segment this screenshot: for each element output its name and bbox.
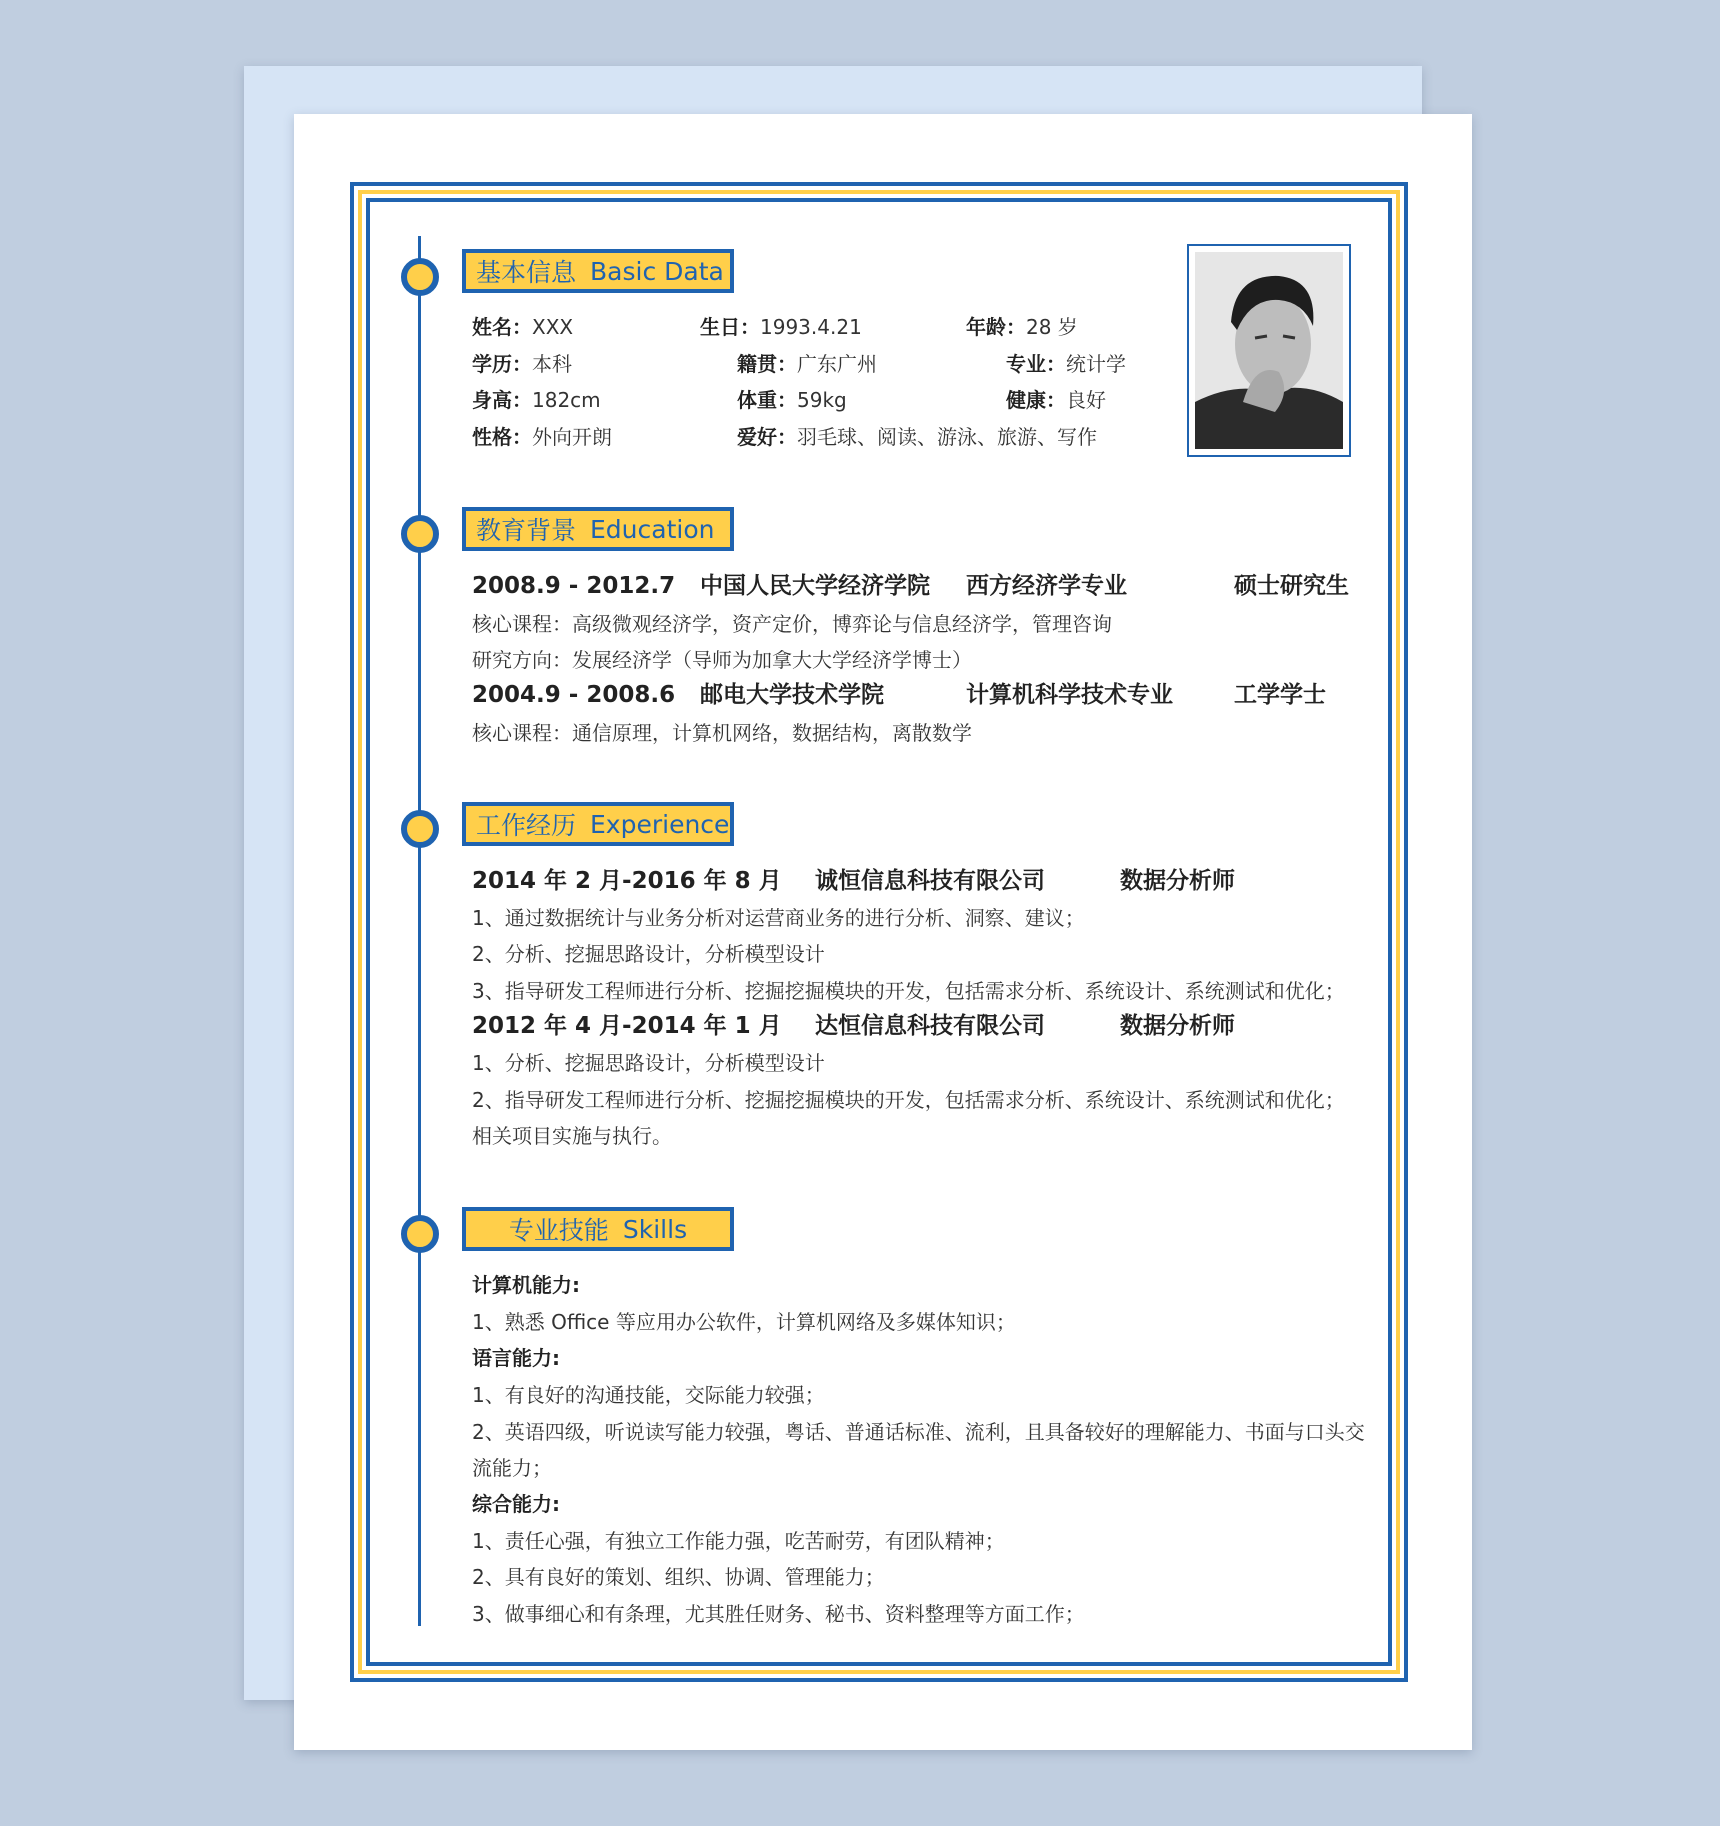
skill-line: 3、做事细心和有条理，尤其胜任财务、秘书、资料整理等方面工作； <box>472 1602 1085 1626</box>
skill-line: 1、熟悉 Office 等应用办公软件，计算机网络及多媒体知识； <box>472 1310 1016 1334</box>
field-hobby: 爱好：羽毛球、阅读、游泳、旅游、写作 <box>737 425 1097 449</box>
resume-page <box>294 114 1472 1750</box>
edu-major: 西方经济学专业 <box>966 573 1127 599</box>
job-role: 数据分析师 <box>1120 1013 1235 1039</box>
field-character: 性格：外向开朗 <box>472 425 612 449</box>
edu-degree: 工学学士 <box>1234 682 1326 708</box>
section-title-en: Basic Data <box>590 256 724 286</box>
job-detail-line: 2、指导研发工程师进行分析、挖掘挖掘模块的开发，包括需求分析、系统设计、系统测试和优化； <box>472 1088 1345 1112</box>
section-title-experience <box>462 802 734 846</box>
job-company: 达恒信息科技有限公司 <box>815 1013 1045 1039</box>
field-height: 身高：182cm <box>472 388 601 412</box>
job-detail-line: 相关项目实施与执行。 <box>472 1124 672 1148</box>
job-role: 数据分析师 <box>1120 868 1235 894</box>
skill-line: 2、具有良好的策划、组织、协调、管理能力； <box>472 1565 885 1589</box>
section-title-en: Experience <box>590 809 730 839</box>
field-weight: 体重：59kg <box>737 388 847 412</box>
edu-degree: 硕士研究生 <box>1234 573 1349 599</box>
timeline-dot-basic <box>401 258 439 296</box>
section-title-cn: 教育背景 <box>476 516 577 545</box>
timeline-dot-experience <box>401 810 439 848</box>
section-title-cn: 基本信息 <box>476 258 577 287</box>
field-origin: 籍贯：广东广州 <box>737 352 877 376</box>
skill-line: 2、英语四级，听说读写能力较强，粤话、普通话标准、流利，且具备较好的理解能力、书面与口头交 <box>472 1420 1365 1444</box>
field-birthday: 生日：1993.4.21 <box>700 315 862 339</box>
skill-line: 1、责任心强，有独立工作能力强，吃苦耐劳，有团队精神； <box>472 1529 1005 1553</box>
timeline-dot-education <box>401 515 439 553</box>
edu-detail-line: 核心课程：高级微观经济学，资产定价，博弈论与信息经济学，管理咨询 <box>472 612 1112 636</box>
field-education-level: 学历：本科 <box>472 352 572 376</box>
timeline-line <box>418 236 421 1626</box>
skill-line: 1、有良好的沟通技能，交际能力较强； <box>472 1383 825 1407</box>
edu-major: 计算机科学技术专业 <box>966 682 1173 708</box>
section-title-en: Education <box>590 514 715 544</box>
skill-group-title: 综合能力: <box>472 1492 560 1516</box>
field-major: 专业：统计学 <box>1006 352 1126 376</box>
section-title-education <box>462 507 734 551</box>
timeline-dot-skills <box>401 1215 439 1253</box>
job-detail-line: 1、通过数据统计与业务分析对运营商业务的进行分析、洞察、建议； <box>472 906 1085 930</box>
edu-period: 2008.9 - 2012.7 <box>472 573 676 599</box>
edu-school: 邮电大学技术学院 <box>700 682 884 708</box>
edu-school: 中国人民大学经济学院 <box>700 573 930 599</box>
job-period: 2012 年 4 月-2014 年 1 月 <box>472 1013 782 1039</box>
section-title-cn: 工作经历 <box>476 811 577 840</box>
profile-photo <box>1195 252 1343 449</box>
job-detail-line: 2、分析、挖掘思路设计，分析模型设计 <box>472 942 825 966</box>
field-name: 姓名：XXX <box>472 315 574 339</box>
skill-group-title: 计算机能力: <box>472 1273 580 1297</box>
section-title-cn: 专业技能 <box>508 1216 609 1245</box>
edu-detail-line: 研究方向：发展经济学（导师为加拿大大学经济学博士） <box>472 648 972 672</box>
skill-group-title: 语言能力: <box>472 1346 560 1370</box>
job-company: 诚恒信息科技有限公司 <box>815 868 1045 894</box>
job-period: 2014 年 2 月-2016 年 8 月 <box>472 868 782 894</box>
field-health: 健康：良好 <box>1006 388 1106 412</box>
field-age: 年龄：28 岁 <box>966 315 1078 339</box>
job-detail-line: 3、指导研发工程师进行分析、挖掘挖掘模块的开发，包括需求分析、系统设计、系统测试和优化； <box>472 979 1345 1003</box>
job-detail-line: 1、分析、挖掘思路设计，分析模型设计 <box>472 1051 825 1075</box>
portrait-icon <box>1195 252 1343 449</box>
edu-period: 2004.9 - 2008.6 <box>472 682 676 708</box>
section-title-skills <box>462 1207 734 1251</box>
section-title-en: Skills <box>622 1214 688 1244</box>
section-title-basic <box>462 249 734 293</box>
edu-detail-line: 核心课程：通信原理，计算机网络，数据结构，离散数学 <box>472 721 972 745</box>
profile-photo-frame <box>1187 244 1351 457</box>
skill-line: 流能力； <box>472 1456 552 1480</box>
